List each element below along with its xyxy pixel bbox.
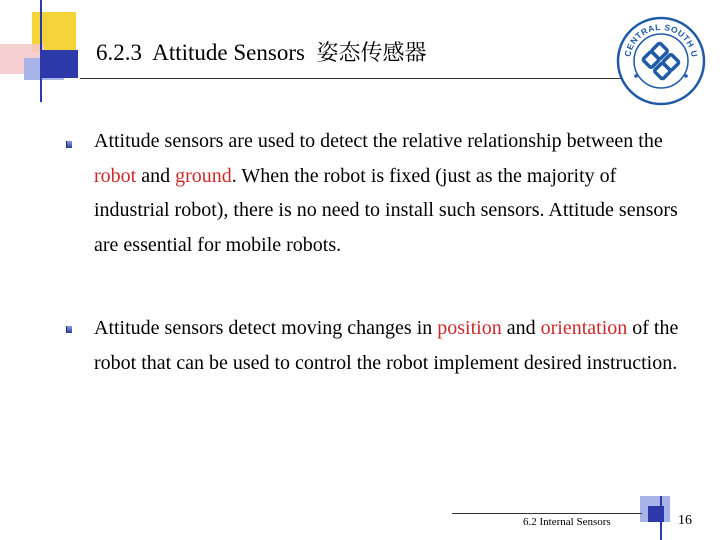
paragraph-text: and <box>136 164 176 187</box>
page-number: 16 <box>678 513 692 528</box>
paragraph-text: . When the robot is fixed (just as the majority of industrial robot), there is no need to install such sensors. Attitude sensors are essential for mobile robots. <box>94 164 678 256</box>
paragraph-text: Attitude sensors detect moving changes in <box>94 317 438 339</box>
title-text: Attitude Sensors <box>152 40 305 65</box>
title-number: 6.2.3 <box>96 40 142 65</box>
footer-rule <box>452 513 642 514</box>
decor-vertical-line <box>40 0 42 102</box>
bullet-marker <box>66 141 72 148</box>
bullet-paragraph-2 <box>94 311 694 380</box>
title-underline <box>80 78 645 79</box>
highlighted-term: position <box>437 317 502 339</box>
paragraph-text: of the robot that can be used to control the robot implement desired instruction. <box>94 317 679 374</box>
decor-footer-vertical-line <box>660 496 662 540</box>
paragraph-text: and <box>501 317 541 339</box>
bullet-paragraph-1 <box>94 124 694 262</box>
seal-lettering: CENTRAL SOUTH U <box>622 21 700 59</box>
highlighted-term: orientation <box>540 317 628 339</box>
decor-blue-square <box>42 50 78 78</box>
highlighted-term: ground <box>175 164 232 187</box>
slide-title <box>96 34 426 73</box>
university-seal-icon <box>616 16 706 106</box>
highlighted-term: robot <box>94 164 137 187</box>
title-chinese: 姿态传感器 <box>316 41 427 66</box>
bullet-marker <box>66 326 72 333</box>
footer-section-label: 6.2 Internal Sensors <box>523 516 611 528</box>
paragraph-text: Attitude sensors are used to detect the relative relationship between the <box>94 130 663 152</box>
